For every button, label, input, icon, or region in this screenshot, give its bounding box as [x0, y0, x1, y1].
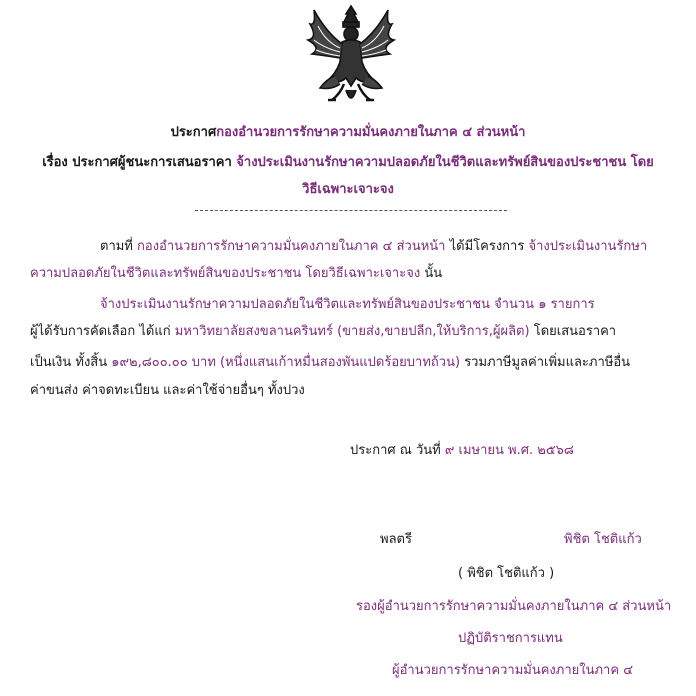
announce-prefix: ประกาศ ณ วันที่: [350, 443, 441, 458]
subject-label: เรื่อง ประกาศผู้ชนะการเสนอราคา: [42, 155, 232, 170]
garuda-emblem-icon: [296, 2, 406, 110]
paragraph-4-amount: [30, 354, 630, 372]
p3-vendor: มหาวิทยาลัยสงขลานครินทร์ (ขายส่ง,ขายปลีก,ให้บริการ,ผู้ผลิต): [174, 324, 530, 339]
signature-rank: พลตรี: [380, 532, 412, 547]
announce-date-line: [350, 442, 574, 460]
dashed-separator: [195, 210, 507, 211]
p1-end: นั้น: [424, 266, 443, 281]
p1-mid: ได้มีโครงการ: [449, 239, 525, 254]
p1-prefix: ตามที่: [100, 239, 133, 254]
title-org: กองอำนวยการรักษาความมั่นคงภายในภาค ๔ ส่วนหน้า: [216, 125, 526, 140]
p4-amount: ๑๙๒,๘๐๐.๐๐ บาท (หนึ่งแสนเก้าหมื่นสองพันแปดร้อยบาทถ้วน): [111, 355, 461, 370]
announce-date: ๙ เมษายน พ.ศ. ๒๕๖๘: [444, 443, 574, 458]
p1-project: จ้างประเมินงานรักษา: [528, 239, 648, 254]
paragraph-1-line1: [100, 238, 647, 256]
p4-suffix: รวมภาษีมูลค่าเพิ่มและภาษีอื่น: [464, 355, 631, 370]
paragraph-3-vendor: [30, 323, 616, 341]
signature-signed-name: พิชิต โชติแก้ว: [564, 532, 642, 547]
page-title: [0, 124, 696, 142]
paragraph-2-item: จ้างประเมินงานรักษาความปลอดภัยในชีวิตและทรัพย์สินของประชาชน จำนวน ๑ รายการ: [100, 297, 595, 312]
title-prefix: ประกาศ: [170, 125, 217, 140]
subject-detail-line2: วิธีเฉพาะเจาะจง: [302, 182, 394, 197]
paragraph-1-line2: [30, 265, 442, 283]
p3-prefix: ผู้ได้รับการคัดเลือก ได้แก่: [30, 324, 171, 339]
signature-name-paren: ( พิชิต โชติแก้ว ): [458, 566, 555, 581]
signature-position-3: ผู้อำนวยการรักษาความมั่นคงภายในภาค ๔: [392, 663, 634, 678]
p4-prefix: เป็นเงิน ทั้งสิ้น: [30, 355, 108, 370]
subject-detail: จ้างประเมินงานรักษาความปลอดภัยในชีวิตและทรัพย์สินของประชาชน โดย: [236, 155, 654, 170]
p1-org: กองอำนวยการรักษาความมั่นคงภายในภาค ๔ ส่วนหน้า: [137, 239, 446, 254]
paragraph-5: ค่าขนส่ง ค่าจดทะเบียน และค่าใช้จ่ายอื่นๆ ทั้งปวง: [30, 383, 305, 398]
subject-line: [0, 154, 696, 172]
p1-line2: ความปลอดภัยในชีวิตและทรัพย์สินของประชาชน โดยวิธีเฉพาะเจาะจง: [30, 266, 421, 281]
signature-position-1: รองผู้อำนวยการรักษาความมั่นคงภายในภาค ๔ ส่วนหน้า: [356, 599, 672, 614]
signature-position-2: ปฏิบัติราชการแทน: [458, 631, 563, 646]
p3-suffix: โดยเสนอราคา: [533, 324, 617, 339]
